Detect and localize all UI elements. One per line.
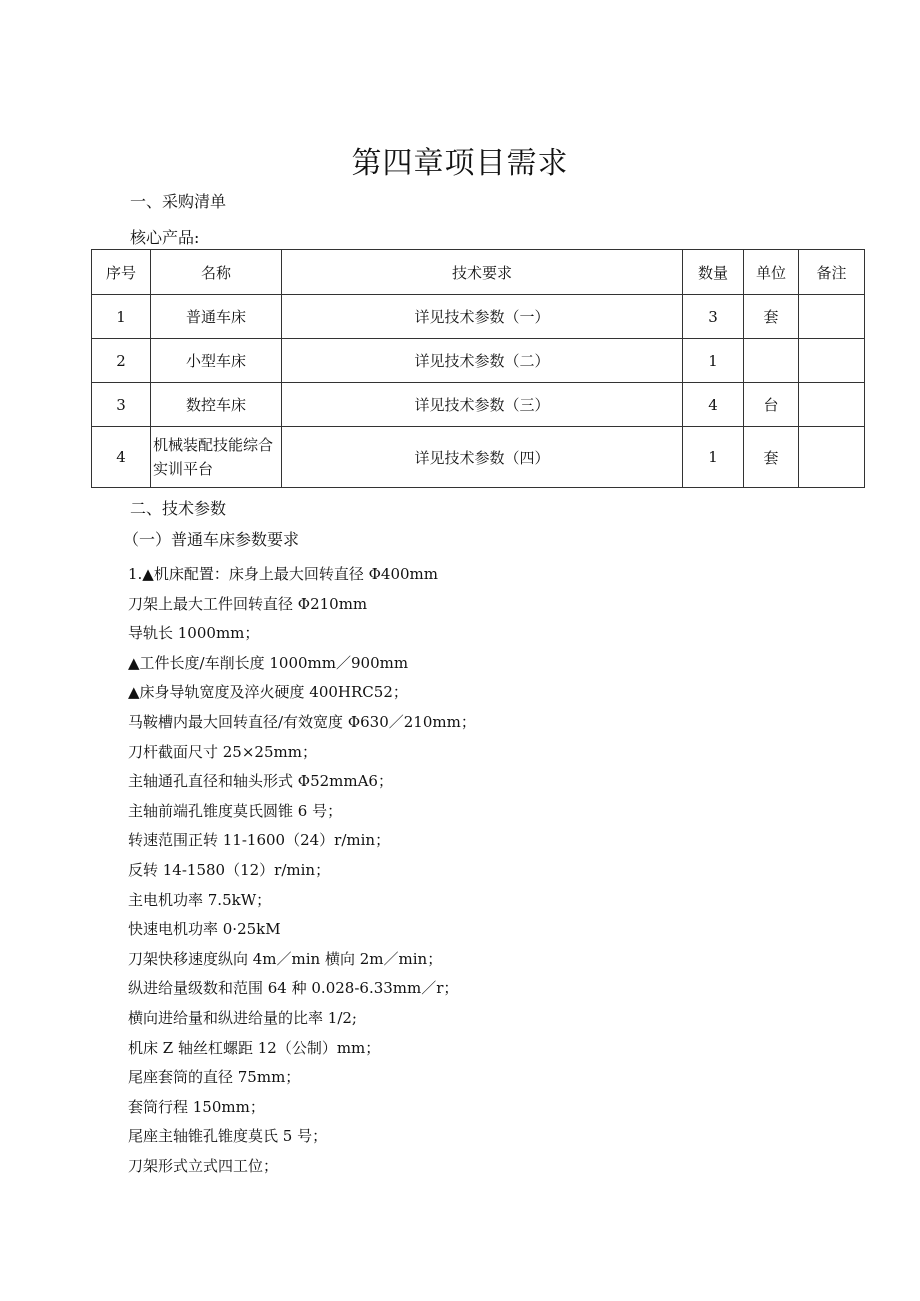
header-quantity: 数量	[683, 250, 744, 295]
param-line: 反转 14-1580（12）r/min；	[128, 860, 331, 879]
table-row	[92, 295, 865, 339]
table-header-row	[92, 250, 865, 295]
cell-index: 4	[92, 427, 151, 488]
param-line: 横向进给量和纵进给量的比率 1/2;	[128, 1008, 357, 1027]
header-remarks: 备注	[799, 250, 865, 295]
param-line: 刀架形式立式四工位；	[128, 1156, 279, 1175]
parameter-list	[128, 564, 476, 1185]
param-line: 导轨长 1000mm；	[128, 624, 260, 643]
param-line: 主电机功率 7.5kW；	[128, 890, 272, 909]
param-line: 刀杆截面尺寸 25×25mm；	[128, 742, 317, 761]
table-row	[92, 339, 865, 383]
cell-requirements: 详见技术参数（二）	[282, 339, 683, 383]
cell-name: 机械装配技能综合实训平台	[151, 427, 282, 488]
cell-name: 数控车床	[151, 383, 282, 427]
param-line: ▲床身导轨宽度及淬火硬度 400HRC52；	[128, 683, 408, 702]
cell-quantity: 1	[683, 339, 744, 383]
param-line: 马鞍槽内最大回转直径/有效宽度 Φ630／210mm；	[128, 712, 476, 731]
cell-unit: 台	[744, 383, 799, 427]
param-line: 套筒行程 150mm；	[128, 1097, 265, 1116]
param-line: 快速电机功率 0·25kM	[128, 920, 281, 939]
cell-unit	[744, 339, 799, 383]
param-line: 尾座主轴锥孔锥度莫氏 5 号；	[128, 1127, 328, 1146]
param-line: 主轴通孔直径和轴头形式 Φ52mmA6；	[128, 772, 393, 791]
param-line: 刀架快移速度纵向 4m／min 横向 2m／min；	[128, 949, 443, 968]
param-line: 尾座套筒的直径 75mm；	[128, 1068, 301, 1087]
header-requirements: 技术要求	[282, 250, 683, 295]
param-line: 主轴前端孔锥度莫氏圆锥 6 号；	[128, 801, 343, 820]
header-unit: 单位	[744, 250, 799, 295]
cell-requirements: 详见技术参数（四）	[282, 427, 683, 488]
param-line: ▲工件长度/车削长度 1000mm／900mm	[128, 653, 409, 672]
table-row	[92, 383, 865, 427]
subsection-heading-lathe: （一）普通车床参数要求	[123, 530, 300, 549]
procurement-table	[91, 249, 865, 488]
param-line: 机床 Z 轴丝杠螺距 12（公制）mm；	[128, 1038, 381, 1057]
header-name: 名称	[151, 250, 282, 295]
section-heading-technical-params: 二、技术参数	[130, 499, 227, 518]
section-heading-procurement: 一、采购清单	[130, 192, 227, 211]
cell-remarks	[799, 339, 865, 383]
cell-index: 1	[92, 295, 151, 339]
cell-index: 2	[92, 339, 151, 383]
cell-remarks	[799, 383, 865, 427]
param-line: 纵进给量级数和范围 64 种 0.028-6.33mm／r；	[128, 979, 459, 998]
cell-name: 普通车床	[151, 295, 282, 339]
param-line: 转速范围正转 11-1600（24）r/min；	[128, 831, 391, 850]
param-line: 刀架上最大工件回转直径 Φ210mm	[128, 594, 368, 613]
param-line: 1.▲机床配置：床身上最大回转直径 Φ400mm	[128, 565, 438, 583]
core-products-label: 核心产品:	[130, 228, 200, 247]
header-index: 序号	[92, 250, 151, 295]
cell-quantity: 1	[683, 427, 744, 488]
page-title: 第四章项目需求	[351, 146, 569, 181]
cell-quantity: 3	[683, 295, 744, 339]
table-row	[92, 427, 865, 488]
cell-index: 3	[92, 383, 151, 427]
cell-requirements: 详见技术参数（一）	[282, 295, 683, 339]
cell-name: 小型车床	[151, 339, 282, 383]
cell-requirements: 详见技术参数（三）	[282, 383, 683, 427]
cell-remarks	[799, 295, 865, 339]
cell-remarks	[799, 427, 865, 488]
cell-quantity: 4	[683, 383, 744, 427]
cell-unit: 套	[744, 427, 799, 488]
cell-unit: 套	[744, 295, 799, 339]
